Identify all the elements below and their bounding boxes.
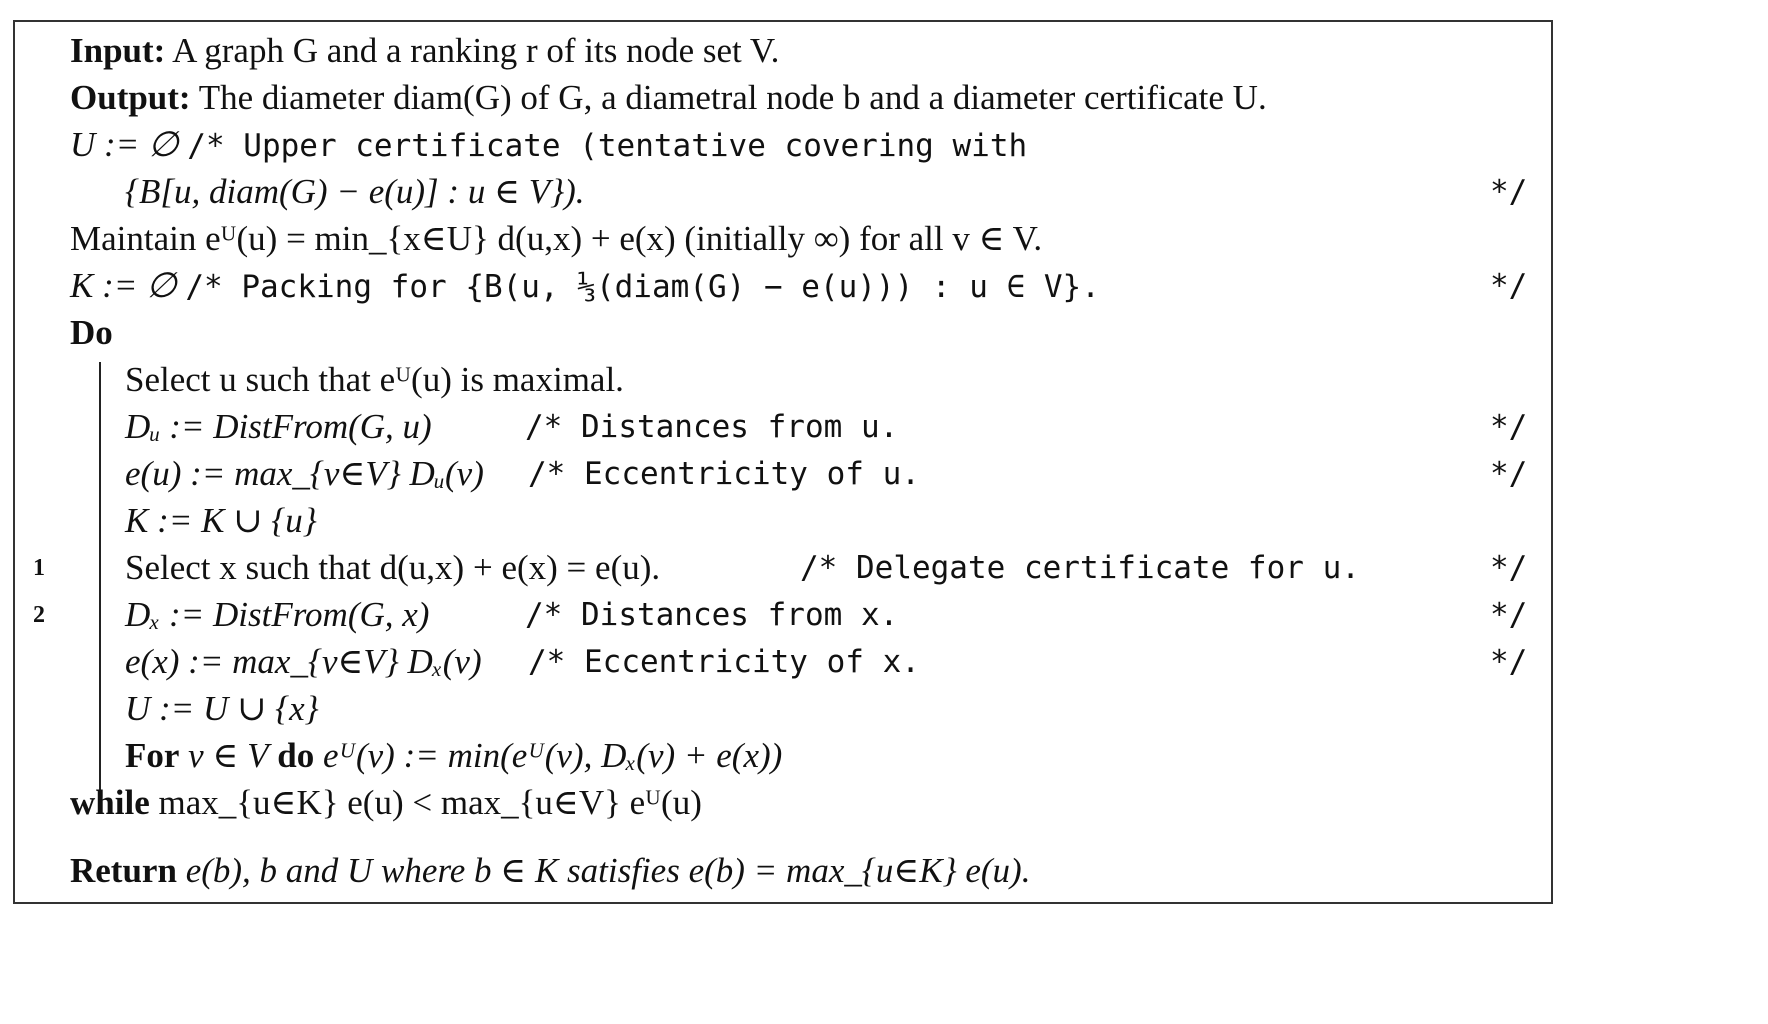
code-line-du — [15, 404, 1555, 450]
code: Select x such that d(u,x) + e(x) = e(u). — [125, 548, 661, 587]
code-line-u-union — [15, 686, 1555, 732]
code-line-k-union — [15, 498, 1555, 544]
comment-end: */ — [1490, 644, 1528, 680]
code-line-select-x — [15, 545, 1555, 591]
keyword: Do — [70, 313, 113, 352]
comment-end: */ — [1490, 174, 1528, 210]
code-line-select-u — [15, 357, 1555, 403]
code: U := U ∪ {x} — [125, 689, 319, 728]
code: Maintain eᵁ(u) = min_{x∈U} d(u,x) + e(x) (initially ∞) for all v ∈ V. — [70, 219, 1043, 258]
code-line-for — [15, 733, 1555, 779]
code: K := K ∪ {u} — [125, 501, 317, 540]
comment-end: */ — [1490, 409, 1528, 445]
comment-end: */ — [1490, 550, 1528, 586]
keyword: For — [125, 736, 180, 775]
code-line-eu — [15, 451, 1555, 497]
code: Select u such that eᵁ(u) is maximal. — [125, 360, 624, 399]
code-line-u-init — [15, 122, 1555, 168]
code-line-return — [15, 848, 1555, 894]
output-text: The diameter diam(G) of G, a diametral node b and a diameter certificate U. — [198, 78, 1267, 117]
code: v ∈ V — [188, 736, 269, 775]
comment: /* Packing for {B(u, ⅓(diam(G) − e(u))) : u ∈ V}. — [185, 269, 1100, 305]
algorithm-box — [13, 20, 1553, 904]
code: Dᵤ := DistFrom(G, u) — [125, 407, 432, 446]
code-line-maintain — [15, 216, 1555, 262]
comment-end: */ — [1490, 456, 1528, 492]
code-line-dx — [15, 592, 1555, 638]
comment-end: */ — [1490, 268, 1528, 304]
line-number: 1 — [33, 555, 45, 581]
comment-end: */ — [1490, 597, 1528, 633]
code-line-do — [15, 310, 1555, 356]
comment: /* Delegate certificate for u. — [800, 550, 1360, 586]
code: e(x) := max_{v∈V} Dₓ(v) — [125, 642, 482, 681]
code-line-while — [15, 780, 1555, 826]
output-label: Output: — [70, 78, 191, 117]
keyword: while — [70, 783, 150, 822]
code-line-ex — [15, 639, 1555, 685]
code: K := ∅ — [70, 266, 177, 305]
keyword-do: do — [277, 736, 315, 775]
keyword: Return — [70, 851, 177, 890]
input-line — [15, 28, 1555, 74]
code: max_{u∈K} e(u) < max_{u∈V} eᵁ(u) — [158, 783, 702, 822]
code: Dₓ := DistFrom(G, x) — [125, 595, 430, 634]
comment: /* Distances from u. — [525, 409, 899, 445]
line-number: 2 — [33, 602, 45, 628]
code: U := ∅ — [70, 125, 179, 164]
code-line-k-init — [15, 263, 1555, 309]
output-line — [15, 75, 1555, 121]
comment: /* Eccentricity of x. — [528, 644, 920, 680]
input-label: Input: — [70, 31, 166, 70]
code: e(b), b and U where b ∈ K satisfies e(b) = max_{u∈K} e(u). — [185, 851, 1031, 890]
code: e(u) := max_{v∈V} Dᵤ(v) — [125, 454, 484, 493]
comment: /* Eccentricity of u. — [528, 456, 920, 492]
code: {B[u, diam(G) − e(u)] : u ∈ V}). — [125, 172, 585, 211]
code-line-u-init-cont — [15, 169, 1555, 215]
input-text: A graph G and a ranking r of its node set V. — [172, 31, 780, 70]
code-body: eᵁ(v) := min(eᵁ(v), Dₓ(v) + e(x)) — [322, 736, 783, 775]
comment: /* Upper certificate (tentative covering with — [187, 128, 1028, 164]
comment: /* Distances from x. — [525, 597, 899, 633]
